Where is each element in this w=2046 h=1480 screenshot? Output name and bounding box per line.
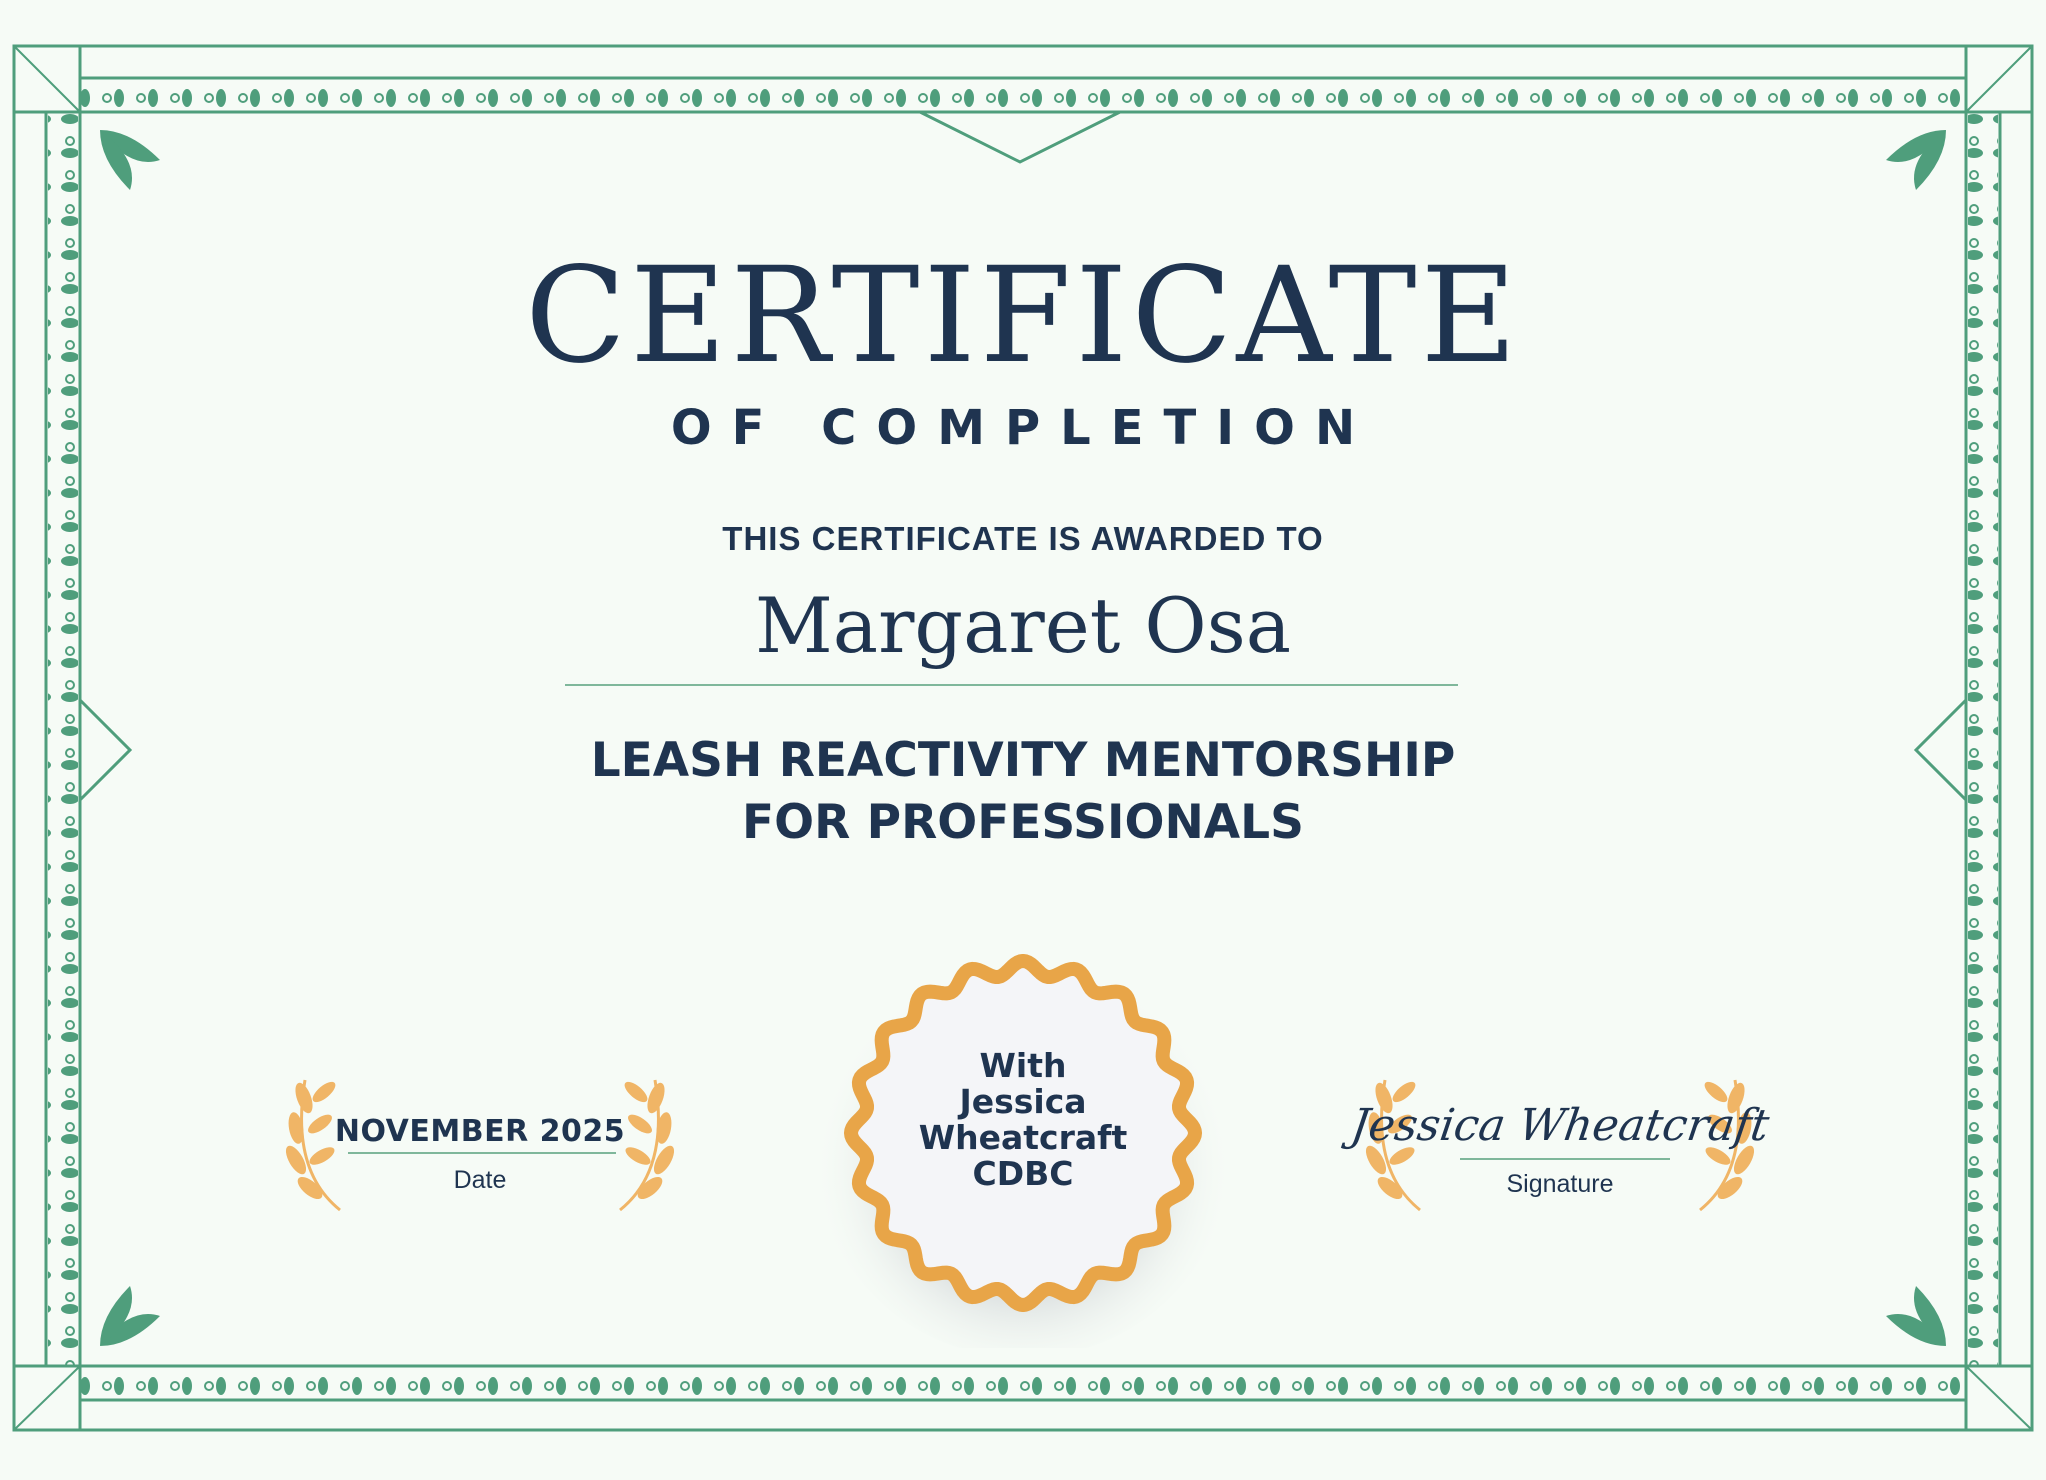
- signature-label: Signature: [1506, 1170, 1614, 1198]
- date-underline: [348, 1152, 616, 1154]
- recipient-name: Margaret Osa: [754, 581, 1292, 670]
- signature-handwriting: Jessica Wheatcraft: [1347, 1100, 1773, 1151]
- date-value: NOVEMBER 2025: [334, 1114, 626, 1149]
- instructor-seal: [808, 918, 1238, 1348]
- seal-line-1: With: [979, 1046, 1067, 1085]
- seal-text: [808, 1048, 1238, 1192]
- awarded-to-text: THIS CERTIFICATE IS AWARDED TO: [722, 520, 1324, 557]
- certificate-subtitle: OF COMPLETION: [670, 400, 1376, 456]
- course-title-line-2: FOR PROFESSIONALS: [742, 795, 1304, 850]
- signature-block: [1347, 1070, 1773, 1230]
- certificate-title: CERTIFICATE: [525, 239, 1521, 393]
- course-title-line-1: LEASH REACTIVITY MENTORSHIP: [590, 733, 1456, 788]
- seal-line-4: CDBC: [972, 1154, 1074, 1193]
- name-underline: [565, 684, 1458, 686]
- signature-underline: [1460, 1158, 1670, 1160]
- date-block: [270, 1070, 690, 1230]
- seal-line-3: Wheatcraft: [918, 1118, 1128, 1157]
- course-title: [0, 730, 2046, 854]
- seal-line-2: Jessica: [959, 1082, 1087, 1121]
- date-label: Date: [453, 1166, 507, 1194]
